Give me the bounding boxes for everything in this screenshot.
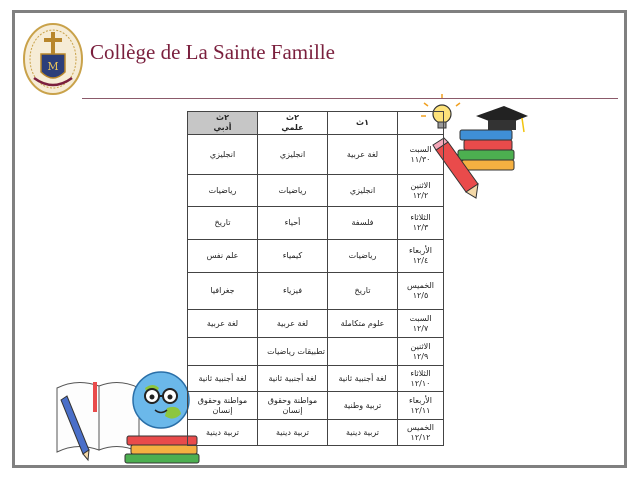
header-grade-2-literary: ٢ث أدبي <box>188 112 258 135</box>
table-row <box>188 392 444 420</box>
subject-cell: انجليزي <box>328 175 398 207</box>
table-header-row <box>188 112 444 135</box>
table-row <box>188 135 444 175</box>
subject-cell: فلسفة <box>328 207 398 240</box>
subject-cell: رياضيات <box>328 240 398 273</box>
subject-cell: رياضيات <box>188 175 258 207</box>
subject-cell: لغة عربية <box>188 310 258 338</box>
day-cell: الثلاثاء ١٢/١٠ <box>398 366 444 392</box>
subject-cell: كيمياء <box>258 240 328 273</box>
subject-cell <box>328 338 398 366</box>
subject-cell: لغة عربية <box>328 135 398 175</box>
table-row <box>188 240 444 273</box>
header-day-column <box>398 112 444 135</box>
table-row <box>188 366 444 392</box>
day-cell: الثلاثاء ١٢/٣ <box>398 207 444 240</box>
page-title: Collège de La Sainte Famille <box>90 40 335 64</box>
subject-cell: تاريخ <box>188 207 258 240</box>
subject-cell: تربية وطنية <box>328 392 398 420</box>
subject-cell: لغة أجنبية ثانية <box>328 366 398 392</box>
subject-cell: تطبيقات رياضيات <box>258 338 328 366</box>
day-cell: السبت ١٢/٧ <box>398 310 444 338</box>
subject-cell: جغرافيا <box>188 273 258 310</box>
subject-cell: انجليزي <box>188 135 258 175</box>
subject-cell: مواطنة وحقوق إنسان <box>188 392 258 420</box>
day-cell: الأربعاء ١٢/١١ <box>398 392 444 420</box>
day-cell: الاثنين ١٢/٢ <box>398 175 444 207</box>
subject-cell: علوم متكاملة <box>328 310 398 338</box>
graduation-cap-icon <box>476 106 528 132</box>
header-grade-2-science: ٢ث علمي <box>258 112 328 135</box>
table-row <box>188 338 444 366</box>
subject-cell: لغة عربية <box>258 310 328 338</box>
day-cell: الخميس ١٢/١٢ <box>398 420 444 446</box>
subject-cell: فيزياء <box>258 273 328 310</box>
subject-cell: انجليزي <box>258 135 328 175</box>
table-row <box>188 273 444 310</box>
exam-schedule-table <box>187 111 444 446</box>
subject-cell <box>188 338 258 366</box>
subject-cell: مواطنة وحقوق إنسان <box>258 392 328 420</box>
day-cell: الاثنين ١٢/٩ <box>398 338 444 366</box>
day-cell: الأربعاء ١٢/٤ <box>398 240 444 273</box>
table-row <box>188 420 444 446</box>
subject-cell: تربية دينية <box>258 420 328 446</box>
table-row <box>188 310 444 338</box>
school-crest-logo <box>22 22 84 96</box>
subject-cell: علم نفس <box>188 240 258 273</box>
day-cell: الخميس ١٢/٥ <box>398 273 444 310</box>
svg-text:M: M <box>47 60 59 73</box>
day-cell: السبت ١١/٣٠ <box>398 135 444 175</box>
table-row <box>188 175 444 207</box>
header-grade-1: ١ث <box>328 112 398 135</box>
title-divider <box>82 98 618 99</box>
subject-cell: لغة أجنبية ثانية <box>188 366 258 392</box>
subject-cell: أحياء <box>258 207 328 240</box>
subject-cell: تاريخ <box>328 273 398 310</box>
subject-cell: لغة أجنبية ثانية <box>258 366 328 392</box>
globe-icon <box>133 372 189 428</box>
globe-with-glasses-icon <box>55 364 203 464</box>
subject-cell: تربية دينية <box>188 420 258 446</box>
subject-cell: رياضيات <box>258 175 328 207</box>
table-row <box>188 207 444 240</box>
subject-cell: تربية دينية <box>328 420 398 446</box>
